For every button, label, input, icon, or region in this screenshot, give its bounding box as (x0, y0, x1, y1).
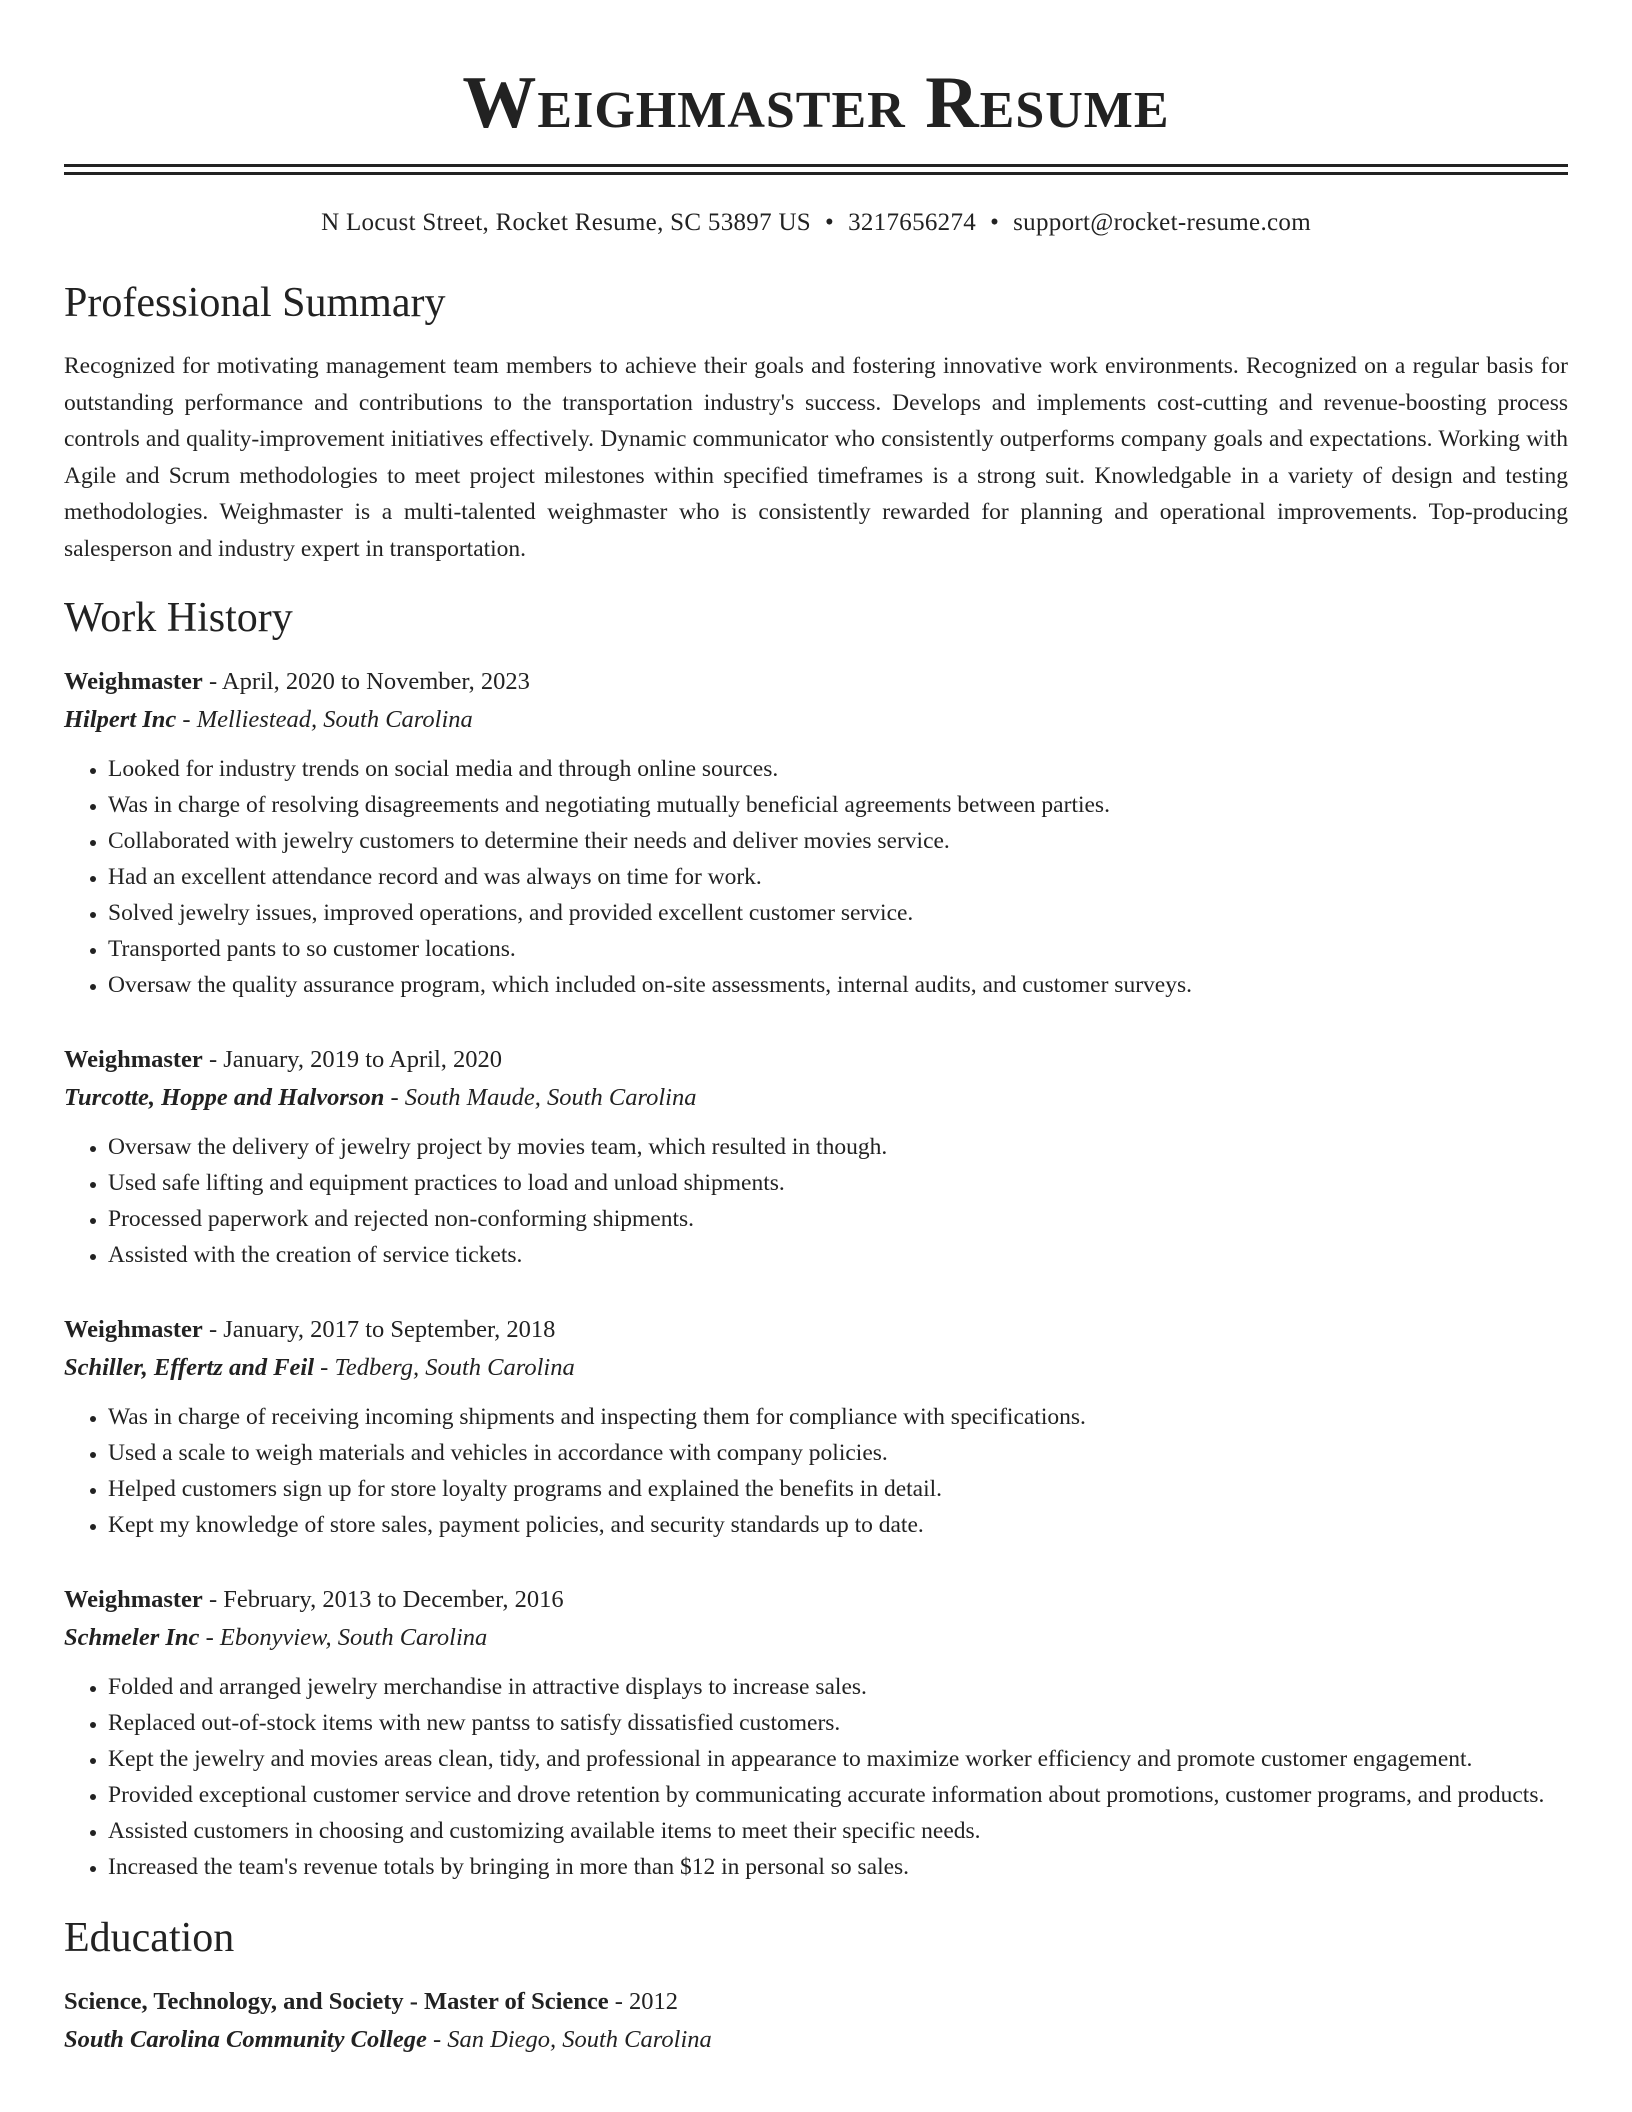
job-dates: January, 2019 to April, 2020 (223, 1046, 503, 1073)
job-bullets (64, 751, 1568, 1003)
contact-separator: • (990, 209, 1000, 236)
work-history-list (64, 663, 1568, 1885)
job-company: Hilpert Inc (64, 706, 177, 733)
job-bullet: • Looked for industry trends on social media and through online sources. (108, 751, 1568, 787)
job-bullet: • Used safe lifting and equipment practices to load and unload shipments. (108, 1165, 1568, 1201)
job-bullet: • Assisted customers in choosing and customizing available items to meet their specific needs. (108, 1813, 1568, 1849)
job-bullet: • Had an excellent attendance record and was always on time for work. (108, 859, 1568, 895)
job-company-line: Hilpert Inc - Melliestead, South Carolina (64, 706, 473, 733)
contact-line (64, 208, 1568, 238)
job-bullets (64, 1669, 1568, 1885)
job-title-line: Weighmaster - February, 2013 to December, 2016 (64, 1586, 564, 1613)
job-company-line: Turcotte, Hoppe and Halvorson - South Maude, South Carolina (64, 1084, 697, 1111)
job-company: Schmeler Inc (64, 1624, 200, 1651)
job-company-line: Schiller, Effertz and Feil - Tedberg, South Carolina (64, 1354, 575, 1381)
job-bullet: • Processed paperwork and rejected non-conforming shipments. (108, 1201, 1568, 1237)
job-bullet: • Solved jewelry issues, improved operations, and provided excellent customer service. (108, 895, 1568, 931)
job-entry (64, 1581, 1568, 1885)
job-bullet: • Kept my knowledge of store sales, payment policies, and security standards up to date. (108, 1507, 1568, 1543)
job-dates: January, 2017 to September, 2018 (223, 1316, 556, 1343)
job-bullet: • Replaced out-of-stock items with new pantss to satisfy dissatisfied customers. (108, 1705, 1568, 1741)
job-bullet: • Folded and arranged jewelry merchandise in attractive displays to increase sales. (108, 1669, 1568, 1705)
job-title: Weighmaster (64, 1586, 203, 1613)
education-degree-line: Science, Technology, and Society - Master of Science - 2012 (64, 1988, 679, 2015)
job-company-line: Schmeler Inc - Ebonyview, South Carolina (64, 1624, 488, 1651)
title-divider (64, 164, 1568, 175)
job-bullet: • Kept the jewelry and movies areas clean, tidy, and professional in appearance to maximize worker efficiency and promote customer engagement. (108, 1741, 1568, 1777)
job-location: Melliestead, South Carolina (196, 706, 473, 733)
work-history-heading: Work History (64, 595, 293, 641)
job-title-line: Weighmaster - January, 2017 to September, 2018 (64, 1316, 556, 1343)
education-school: South Carolina Community College (64, 2026, 427, 2053)
education-degree: Science, Technology, and Society - Master of Science (64, 1988, 609, 2015)
job-title-line: Weighmaster - January, 2019 to April, 2020 (64, 1046, 503, 1073)
job-bullet: • Oversaw the delivery of jewelry project by movies team, which resulted in though. (108, 1129, 1568, 1165)
job-bullet: • Was in charge of receiving incoming shipments and inspecting them for compliance with specifications. (108, 1399, 1568, 1435)
job-location: Ebonyview, South Carolina (219, 1624, 488, 1651)
job-title: Weighmaster (64, 668, 203, 695)
job-dates: April, 2020 to November, 2023 (221, 668, 530, 695)
contact-separator: • (825, 209, 835, 236)
job-bullet: • Was in charge of resolving disagreements and negotiating mutually beneficial agreements between parties. (108, 787, 1568, 823)
job-title: Weighmaster (64, 1046, 203, 1073)
job-bullet: • Oversaw the quality assurance program, which included on-site assessments, internal audits, and customer surveys. (108, 967, 1568, 1003)
education-school-line: South Carolina Community College - San Diego, South Carolina (64, 2026, 712, 2053)
education-year: 2012 (629, 1988, 679, 2015)
education-heading: Education (64, 1915, 235, 1961)
job-bullet: • Helped customers sign up for store loyalty programs and explained the benefits in detail. (108, 1471, 1568, 1507)
job-bullets (64, 1399, 1568, 1543)
contact-email[interactable]: support@rocket-resume.com (1013, 209, 1311, 236)
job-title-line: Weighmaster - April, 2020 to November, 2023 (64, 668, 530, 695)
job-bullets (64, 1129, 1568, 1273)
job-bullet: • Provided exceptional customer service and drove retention by communicating accurate information about promotions, customer programs, and products. (108, 1777, 1568, 1813)
job-dates: February, 2013 to December, 2016 (223, 1586, 564, 1613)
job-entry (64, 1041, 1568, 1273)
job-company: Turcotte, Hoppe and Halvorson (64, 1084, 385, 1111)
job-bullet: • Used a scale to weigh materials and vehicles in accordance with company policies. (108, 1435, 1568, 1471)
summary-text: Recognized for motivating management team members to achieve their goals and fostering innovative work environments. Recognized on a regular basis for outstanding performance and contributions to the transportation industry's success. Develops and implements cost-cutting and revenue-boosting process controls and quality-improvement initiatives effectively. Dynamic communicator who consistently outperforms company goals and expectations. Working with Agile and Scrum methodologies to meet project milestones within specified timeframes is a strong suit. Knowledgable in a variety of design and testing methodologies. Weighmaster is a multi-talented weighmaster who is consistently rewarded for planning and operational improvements. Top-producing salesperson and industry expert in transportation. (64, 353, 1568, 562)
job-bullet: • Assisted with the creation of service tickets. (108, 1237, 1568, 1273)
job-company: Schiller, Effertz and Feil (64, 1354, 315, 1381)
summary-heading: Professional Summary (64, 280, 446, 326)
education-list (64, 1983, 1568, 2059)
job-title: Weighmaster (64, 1316, 203, 1343)
contact-phone: 3217656274 (848, 209, 977, 236)
job-bullet: • Collaborated with jewelry customers to determine their needs and deliver movies service. (108, 823, 1568, 859)
resume-title: Weighmaster Resume (462, 62, 1170, 144)
job-location: South Maude, South Carolina (404, 1084, 697, 1111)
job-location: Tedberg, South Carolina (334, 1354, 575, 1381)
education-location: San Diego, South Carolina (447, 2026, 712, 2053)
job-bullet: • Increased the team's revenue totals by bringing in more than $12 in personal so sales. (108, 1849, 1568, 1885)
job-entry (64, 663, 1568, 1003)
contact-address: N Locust Street, Rocket Resume, SC 53897 US (321, 209, 812, 236)
job-entry (64, 1311, 1568, 1543)
job-bullet: • Transported pants to so customer locations. (108, 931, 1568, 967)
education-entry (64, 1983, 1568, 2059)
